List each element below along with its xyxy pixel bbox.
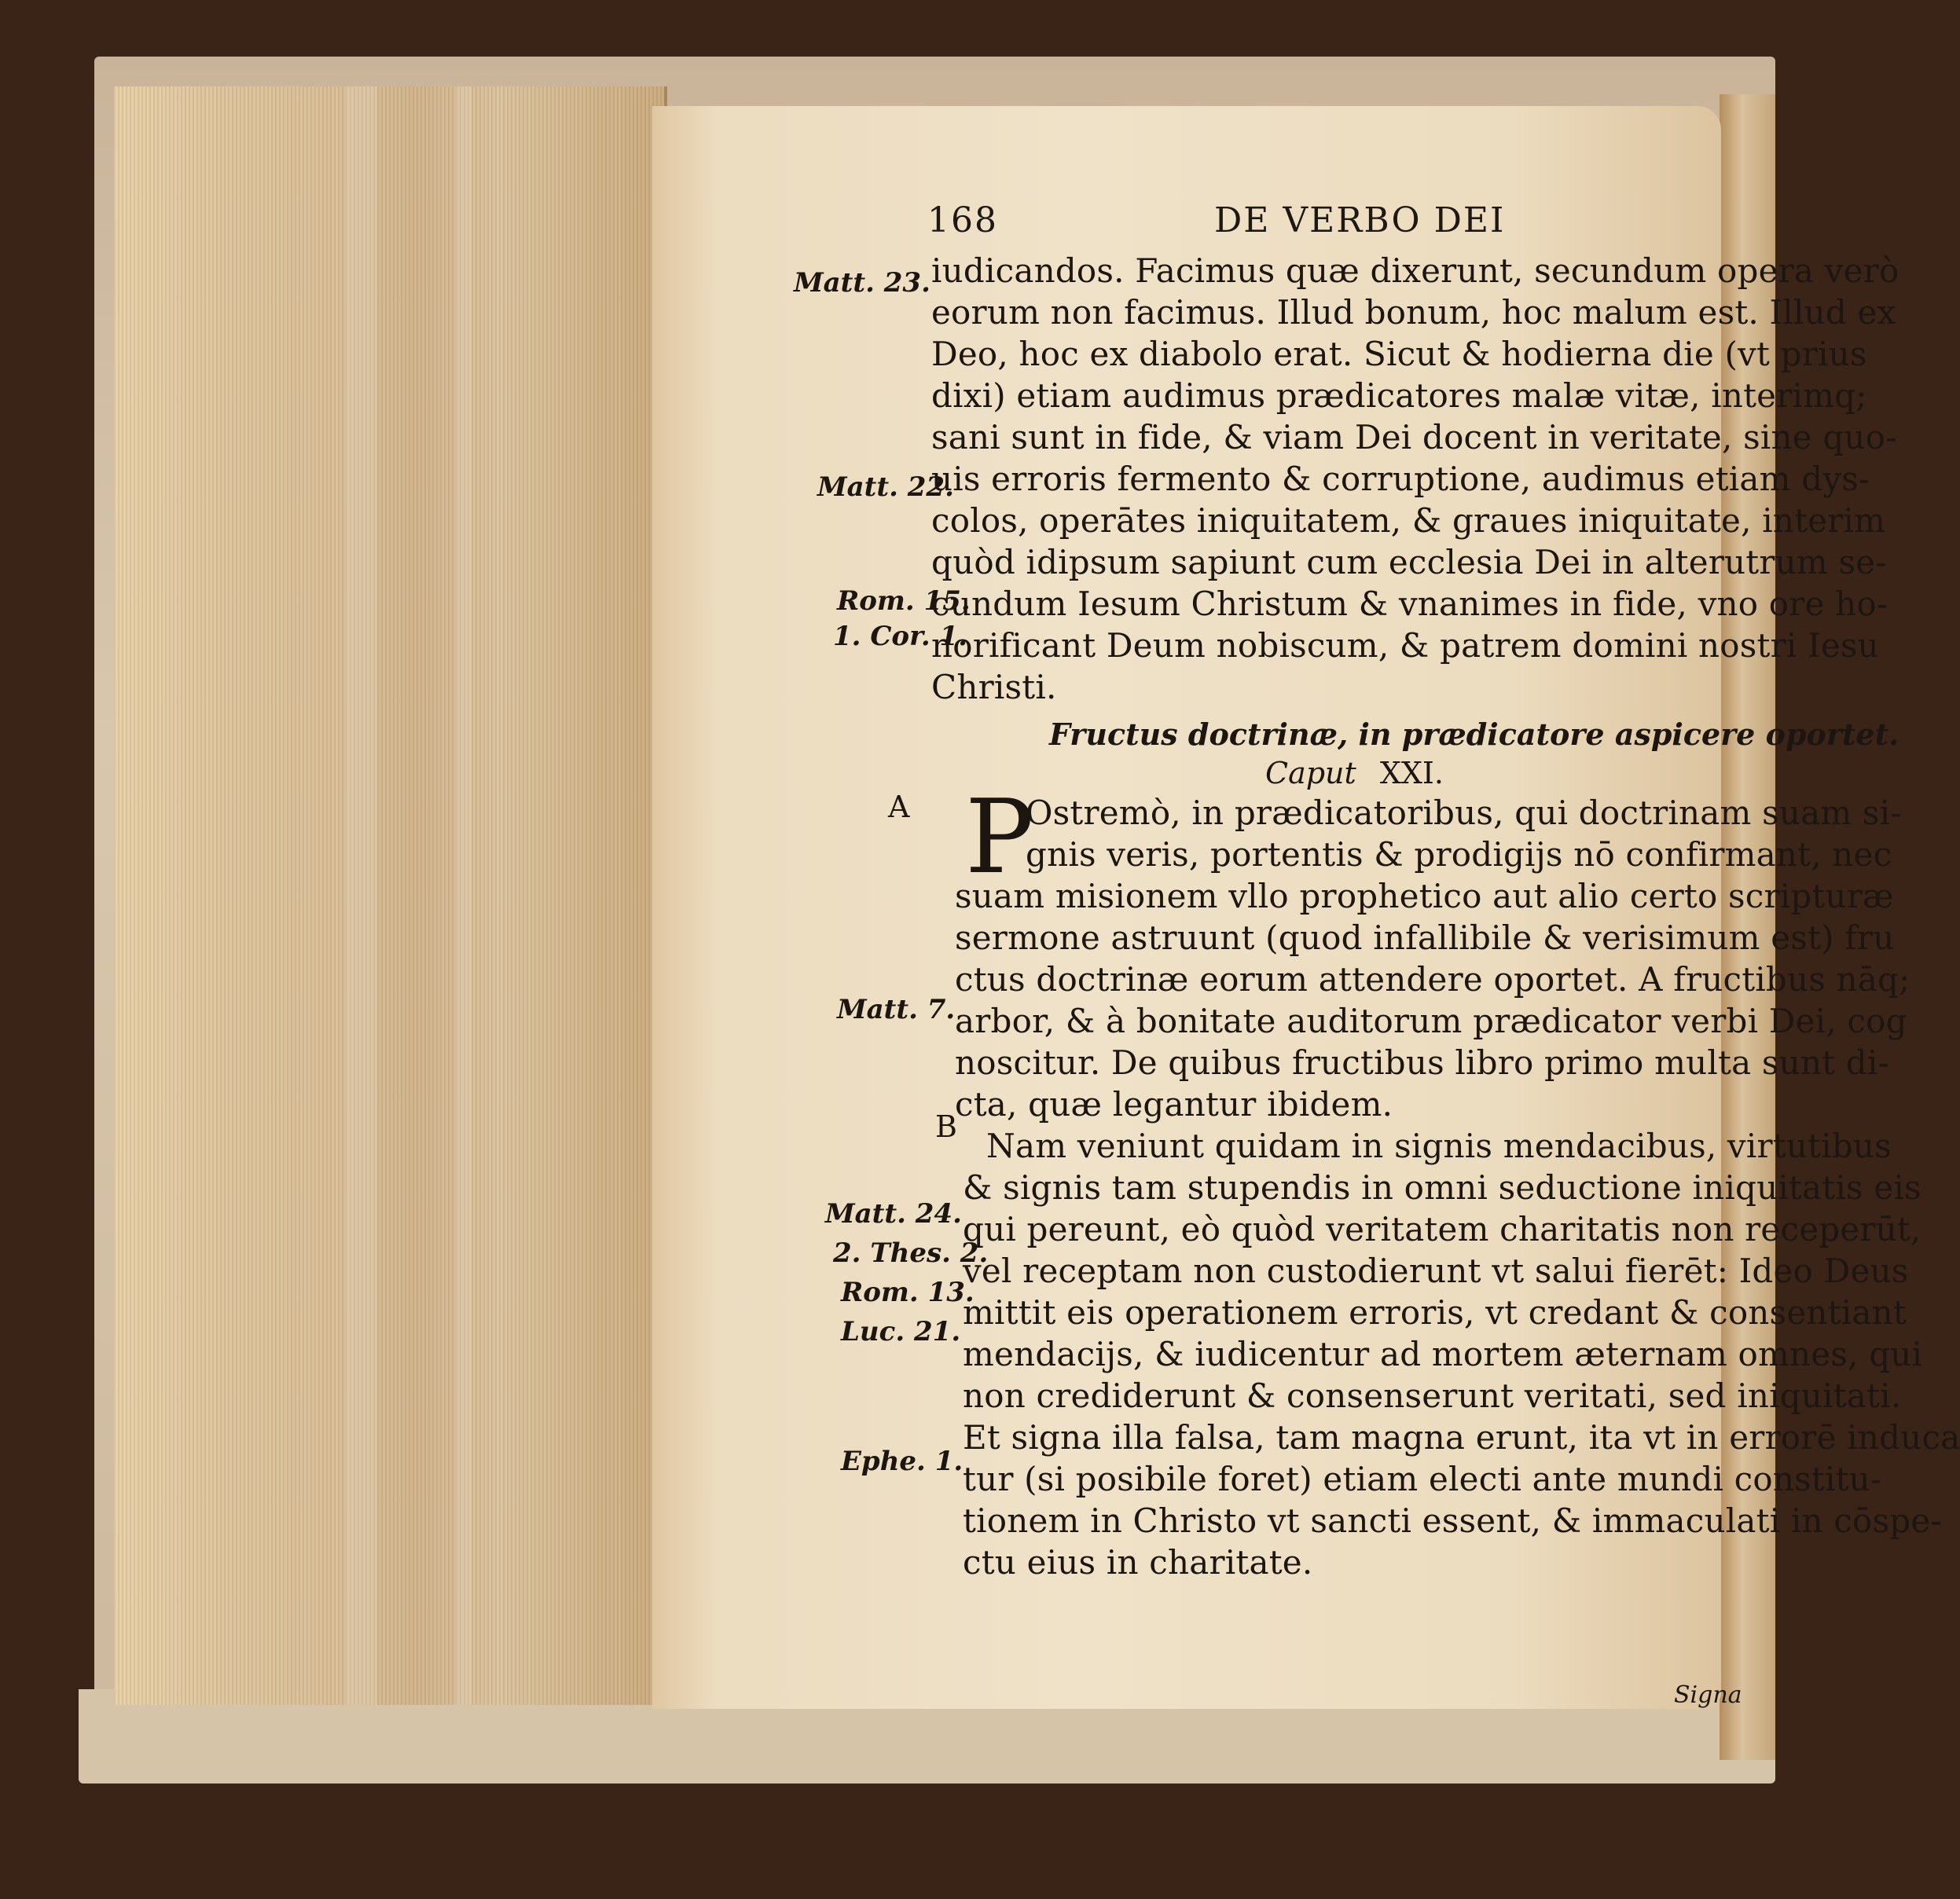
text-line: cundum Iesum Christum & vnanimes in fide, vno ore ho- [931,585,1888,623]
text-line: tionem in Christo vt sancti essent, & immaculati in cōspe- [963,1501,1942,1540]
margin-reference: 1. Cor. 1. [833,621,968,652]
text-line: arbor, & à bonitate auditorum prædicator verbi Dei, cog [955,1002,1907,1040]
margin-reference: Rom. 15. [837,585,971,617]
text-line: iudicandos. Facimus quæ dixerunt, secundum opera verò [931,251,1899,290]
text-line: qui pereunt, eò quòd veritatem charitatis non receperūt, [963,1210,1921,1248]
margin-reference: Matt. 22. [817,471,954,503]
text-line: sermone astruunt (quod infallibile & verisimum est) fru [955,918,1895,957]
margin-reference: Luc. 21. [841,1316,961,1347]
text-line: mendacijs, & iudicentur ad mortem æternam omnes, qui [963,1335,1923,1373]
caput-label: Caput [1265,756,1356,790]
margin-reference: Matt. 7. [837,994,956,1025]
text-line: noscitur. De quibus fructibus libro primo multa sunt di- [955,1043,1889,1082]
page-edge-highlight [346,86,377,1705]
text-line: non crediderunt & consenserunt veritati, sed iniquitati. [963,1377,1902,1415]
text-line: Deo, hoc ex diabolo erat. Sicut & hodierna die (vt prius [931,335,1867,373]
page-header [0,200,1775,240]
page-edge-highlight [456,86,472,1705]
text-line: norificant Deum nobiscum, & patrem domini nostri Iesu [931,626,1879,665]
text-line: colos, operātes iniquitatem, & graues iniquitate, interim [931,501,1886,540]
text-line: Christi. [931,668,1057,706]
text-line: & signis tam stupendis in omni seductione iniquitatis eis [963,1168,1921,1207]
text-line: Nam veniunt quidam in signis mendacibus, virtutibus [986,1127,1892,1165]
margin-reference: Matt. 23. [794,267,930,299]
text-line: tur (si posibile foret) etiam electi ante mundi constitu- [963,1460,1882,1498]
margin-reference: 2. Thes. 2. [833,1237,989,1269]
drop-cap-initial: P [965,777,1034,896]
text-line: gnis veris, portentis & prodigijs nō confirmant, nec [1026,835,1892,874]
catchword: Signa [1674,1681,1742,1709]
text-line: Ostremò, in prædicatoribus, qui doctrinam suam si- [1026,794,1902,832]
text-line: sani sunt in fide, & viam Dei docent in veritate, sine quo- [931,418,1897,456]
text-line: suam misionem vllo prophetico aut alio certo scripturæ [955,877,1894,915]
margin-reference: Matt. 24. [825,1198,962,1230]
running-title: DE VERBO DEI [1214,200,1506,240]
text-line: Et signa illa falsa, tam magna erunt, ita vt in errorē induca [963,1418,1960,1457]
chapter-numeral: XXI. [1379,756,1444,790]
section-letter: A [888,790,910,824]
text-line: ctus doctrinæ eorum attendere oportet. A fructibus nāq; [955,960,1910,999]
margin-reference: Ephe. 1. [841,1446,963,1477]
text-line: mittit eis operationem erroris, vt credant & consentiant [963,1293,1907,1332]
text-line: ctu eius in charitate. [963,1543,1313,1582]
section-letter: B [935,1109,957,1144]
text-line: dixi) etiam audimus prædicatores malæ vitæ, interimq; [931,376,1867,415]
chapter-title: Fructus doctrinæ, in prædicatore aspicere oportet. [1049,717,1899,752]
text-line: eorum non facimus. Illud bonum, hoc malum est. Illud ex [931,293,1896,332]
text-line: quòd idipsum sapiunt cum ecclesia Dei in alterutrum se- [931,543,1887,581]
page-edges [114,86,667,1705]
chapter-number [1265,756,1444,790]
text-line: vel receptam non custodierunt vt salui fierēt: Ideo Deus [963,1252,1909,1290]
margin-reference: Rom. 13. [841,1277,974,1308]
text-line: cta, quæ legantur ibidem. [955,1085,1393,1124]
text-line: uis erroris fermento & corruptione, audimus etiam dys- [931,460,1870,498]
page-number: 168 [927,200,998,240]
